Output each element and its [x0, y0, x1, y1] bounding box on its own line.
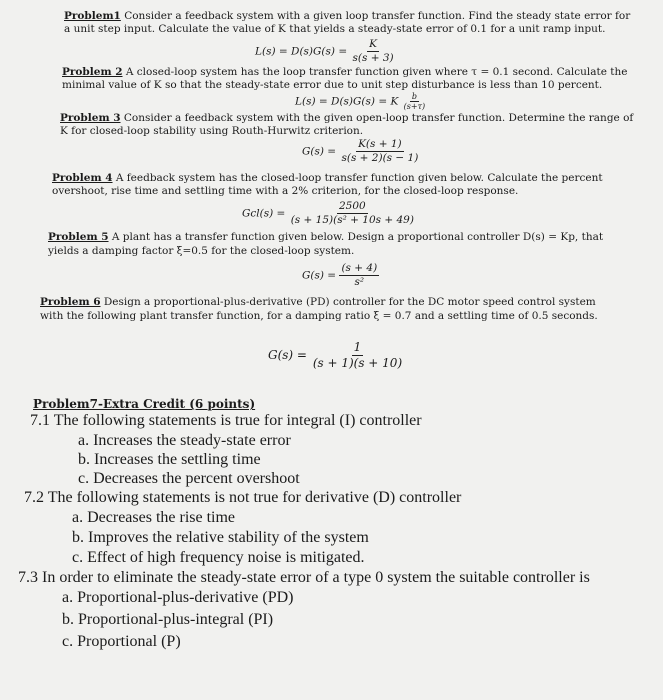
problem-4-title: Problem 4: [52, 172, 113, 184]
question-7-1-option-c: c. Decreases the percent overshoot: [78, 470, 300, 487]
question-7-1-option-b: b. Increases the settling time: [78, 451, 261, 468]
problem-7-title: Problem7-Extra Credit (6 points): [33, 397, 256, 411]
problem-5-text-line-2: yields a damping factor ξ=0.5 for the closed-loop system.: [48, 245, 355, 257]
problem-4-text-line-1: Problem 4 A feedback system has the closed-loop transfer function given below. Calculate the percent: [52, 172, 603, 184]
problem-6-text-line-2: with the following plant transfer function, for a damping ratio ξ = 0.7 and a settling time of 0.5 seconds.: [40, 310, 598, 322]
question-7-2-option-c: c. Effect of high frequency noise is mitigated.: [72, 549, 365, 566]
problem-6-title: Problem 6: [40, 296, 101, 308]
problem-1-text-line-1: Problem1 Consider a feedback system with a given loop transfer function. Find the steady state error for: [64, 10, 631, 22]
problem-1-title: Problem1: [64, 10, 121, 22]
problem-3-text-line-2: K for closed-loop stability using Routh-Hurwitz criterion.: [60, 125, 364, 137]
problem-4-equation: Gcl(s) = $\frac{2500}{\text{(s + 15)(s² + 10s + 49)}}$: [242, 200, 414, 226]
problem-1-equation: L(s) = D(s)G(s) = $\frac{K}{s(s + 3)}$: [255, 38, 394, 64]
problem-1-text-line-2: a unit step input. Calculate the value of K that yields a steady-state error of 0.1 for a unit ramp input.: [64, 23, 606, 35]
problem-3-text-line-1: Problem 3 Consider a feedback system with the given open-loop transfer function. Determine the range of: [60, 112, 634, 124]
problem-6-equation: G(s) = $\frac{1}{(s + 1)(s + 10)}$: [268, 340, 403, 370]
problem-5-equation: G(s) = $\frac{(s + 4)}{\text{s²}}$: [302, 262, 378, 288]
problem-2-text-line-1: Problem 2 A closed-loop system has the loop transfer function given where τ = 0.1 second. Calculate the: [62, 66, 628, 78]
question-7-2-stem: 7.2 The following statements is not true for derivative (D) controller: [24, 489, 462, 506]
problem-3-equation: G(s) = $\frac{K(s + 1)}{s(s + 2)(s - 1)}$: [302, 138, 419, 164]
question-7-3-option-b: b. Proportional-plus-integral (PI): [62, 611, 274, 628]
problem-5-title: Problem 5: [48, 231, 109, 243]
question-7-3-option-a: a. Proportional-plus-derivative (PD): [62, 589, 294, 606]
question-7-1-option-a: a. Increases the steady-state error: [78, 432, 291, 449]
question-7-3-stem: 7.3 In order to eliminate the steady-state error of a type 0 system the suitable controller is: [18, 569, 590, 586]
problem-2-title: Problem 2: [62, 66, 123, 78]
problem-2-equation: L(s) = D(s)G(s) = K $\frac{b}{(s+\tau)}$: [295, 92, 426, 111]
question-7-1-stem: 7.1 The following statements is true for integral (I) controller: [30, 412, 422, 429]
question-7-2-option-a: a. Decreases the rise time: [72, 509, 236, 526]
question-7-3-option-c: c. Proportional (P): [62, 633, 181, 650]
problem-4-text-line-2: overshoot, rise time and settling time with a 2% criterion, for the closed-loop response.: [52, 185, 519, 197]
problem-3-title: Problem 3: [60, 112, 121, 124]
question-7-2-option-b: b. Improves the relative stability of the system: [72, 529, 369, 546]
problem-6-text-line-1: Problem 6 Design a proportional-plus-derivative (PD) controller for the DC motor speed control system: [40, 296, 596, 308]
problem-5-text-line-1: Problem 5 A plant has a transfer function given below. Design a proportional controller D(s) = Kp, that: [48, 231, 604, 243]
problem-2-text-line-2: minimal value of K so that the steady-state error due to unit step disturbance is less than 10 percent.: [62, 79, 603, 91]
